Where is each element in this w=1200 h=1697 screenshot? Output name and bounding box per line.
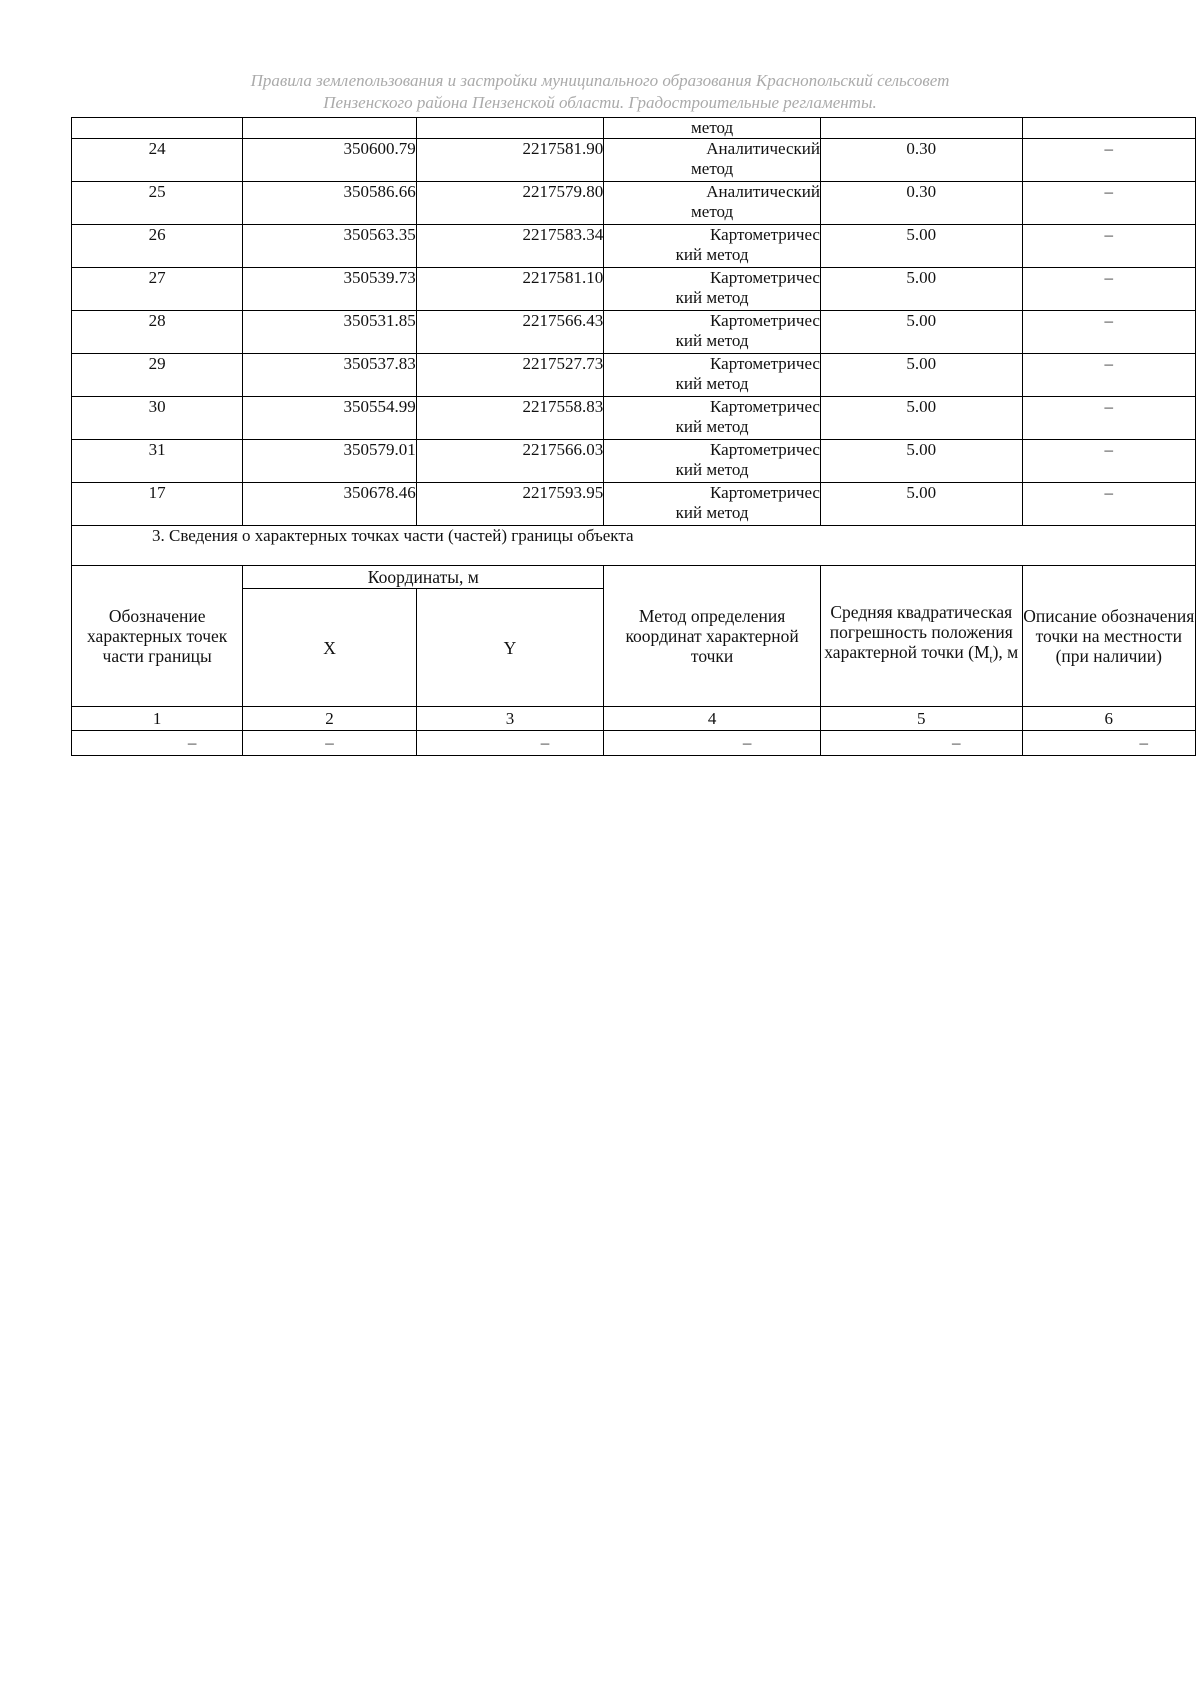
method-line-1: Картометричес (710, 268, 820, 287)
coord-x: 350586.66 (243, 182, 416, 225)
column-number: 5 (820, 707, 1022, 731)
coord-x: 350579.01 (243, 440, 416, 483)
method-cell (604, 225, 821, 268)
coord-y: 2217566.43 (416, 311, 604, 354)
method-cell (604, 440, 821, 483)
error-value: 5.00 (820, 483, 1022, 526)
error-value: 5.00 (820, 225, 1022, 268)
coord-y: 2217583.34 (416, 225, 604, 268)
coord-y: 2217558.83 (416, 397, 604, 440)
point-number: 17 (72, 483, 243, 526)
coord-x: 350563.35 (243, 225, 416, 268)
column-number: 2 (243, 707, 416, 731)
method-line-1: Картометричес (710, 397, 820, 416)
method-line-1: Картометричес (710, 354, 820, 373)
error-value: 5.00 (820, 311, 1022, 354)
point-number: 26 (72, 225, 243, 268)
coordinates-table (71, 117, 1196, 756)
section-3-title: 3. Сведения о характерных точках части (частей) границы объекта (72, 526, 1196, 566)
point-number: 27 (72, 268, 243, 311)
method-line-2: кий метод (675, 417, 749, 436)
table-row (72, 354, 1196, 397)
col-method-header: Метод определения координат характерной точки (604, 566, 821, 707)
description-value: – (1022, 268, 1195, 311)
method-cell (604, 139, 821, 182)
continuation-row (72, 118, 1196, 139)
error-value: 5.00 (820, 397, 1022, 440)
col-error-header (820, 566, 1022, 707)
col-coords-header: Координаты, м (243, 566, 604, 589)
column-number: 4 (604, 707, 821, 731)
method-cell (604, 268, 821, 311)
coord-x: 350554.99 (243, 397, 416, 440)
error-value: 5.00 (820, 440, 1022, 483)
error-value: 0.30 (820, 182, 1022, 225)
coord-x: 350537.83 (243, 354, 416, 397)
coord-x: 350531.85 (243, 311, 416, 354)
column-number: 1 (72, 707, 243, 731)
coord-y: 2217593.95 (416, 483, 604, 526)
col-description-header: Описание обозначения точки на местности (при наличии) (1022, 566, 1195, 707)
section-3-header-row-1 (72, 566, 1196, 589)
method-line-2: кий метод (675, 503, 749, 522)
method-cell (604, 311, 821, 354)
point-number: 24 (72, 139, 243, 182)
description-value: – (1022, 182, 1195, 225)
point-number: 30 (72, 397, 243, 440)
coord-y: 2217579.80 (416, 182, 604, 225)
method-line-2: кий метод (675, 331, 749, 350)
continuation-method: метод (691, 118, 734, 137)
header-line-1: Правила землепользования и застройки муниципального образования Краснопольский сельсовет (250, 71, 950, 90)
method-line-1: Картометричес (710, 311, 820, 330)
empty-cell: – (72, 731, 243, 756)
table-row (72, 483, 1196, 526)
method-line-2: кий метод (675, 374, 749, 393)
method-line-1: Картометричес (710, 483, 820, 502)
coord-y: 2217581.90 (416, 139, 604, 182)
table-row (72, 139, 1196, 182)
col-designation-header: Обозначение характерных точек части границы (72, 566, 243, 707)
coord-y: 2217566.03 (416, 440, 604, 483)
table-row (72, 397, 1196, 440)
page-header (0, 70, 1200, 114)
coord-x: 350678.46 (243, 483, 416, 526)
point-number: 28 (72, 311, 243, 354)
description-value: – (1022, 354, 1195, 397)
section-3-row (72, 526, 1196, 566)
method-cell (604, 354, 821, 397)
table-row (72, 268, 1196, 311)
description-value: – (1022, 483, 1195, 526)
description-value: – (1022, 440, 1195, 483)
description-value: – (1022, 311, 1195, 354)
error-value: 5.00 (820, 268, 1022, 311)
error-value: 0.30 (820, 139, 1022, 182)
point-number: 29 (72, 354, 243, 397)
col-error-main: Средняя квадратическая погрешность положения характерной точки (M (824, 602, 1013, 663)
coord-y: 2217581.10 (416, 268, 604, 311)
method-line-2: кий метод (675, 460, 749, 479)
description-value: – (1022, 225, 1195, 268)
method-line-2: метод (691, 159, 734, 178)
header-line-2: Пензенского района Пензенской области. Градостроительные регламенты. (323, 93, 877, 112)
column-number: 6 (1022, 707, 1195, 731)
error-value: 5.00 (820, 354, 1022, 397)
method-line-2: метод (691, 202, 734, 221)
empty-cell: – (416, 731, 604, 756)
col-error-tail: ), м (992, 642, 1019, 663)
coord-x: 350600.79 (243, 139, 416, 182)
empty-cell: – (243, 731, 416, 756)
column-number: 3 (416, 707, 604, 731)
empty-cell: – (604, 731, 821, 756)
method-line-1: Картометричес (710, 225, 820, 244)
empty-cell: – (1022, 731, 1195, 756)
table-row (72, 311, 1196, 354)
point-number: 31 (72, 440, 243, 483)
method-line-1: Аналитический (706, 139, 820, 158)
method-line-1: Аналитический (706, 182, 820, 201)
table-row (72, 225, 1196, 268)
method-cell (604, 483, 821, 526)
col-error-sub: t (989, 653, 993, 666)
coord-x: 350539.73 (243, 268, 416, 311)
method-cell (604, 397, 821, 440)
coord-y: 2217527.73 (416, 354, 604, 397)
description-value: – (1022, 139, 1195, 182)
table-row (72, 440, 1196, 483)
col-y-header: Y (416, 589, 604, 707)
point-number: 25 (72, 182, 243, 225)
method-cell (604, 182, 821, 225)
empty-data-row (72, 731, 1196, 756)
method-line-2: кий метод (675, 245, 749, 264)
empty-cell: – (820, 731, 1022, 756)
method-line-1: Картометричес (710, 440, 820, 459)
description-value: – (1022, 397, 1195, 440)
col-x-header: X (243, 589, 416, 707)
table-row (72, 182, 1196, 225)
column-numbers-row (72, 707, 1196, 731)
method-line-2: кий метод (675, 288, 749, 307)
